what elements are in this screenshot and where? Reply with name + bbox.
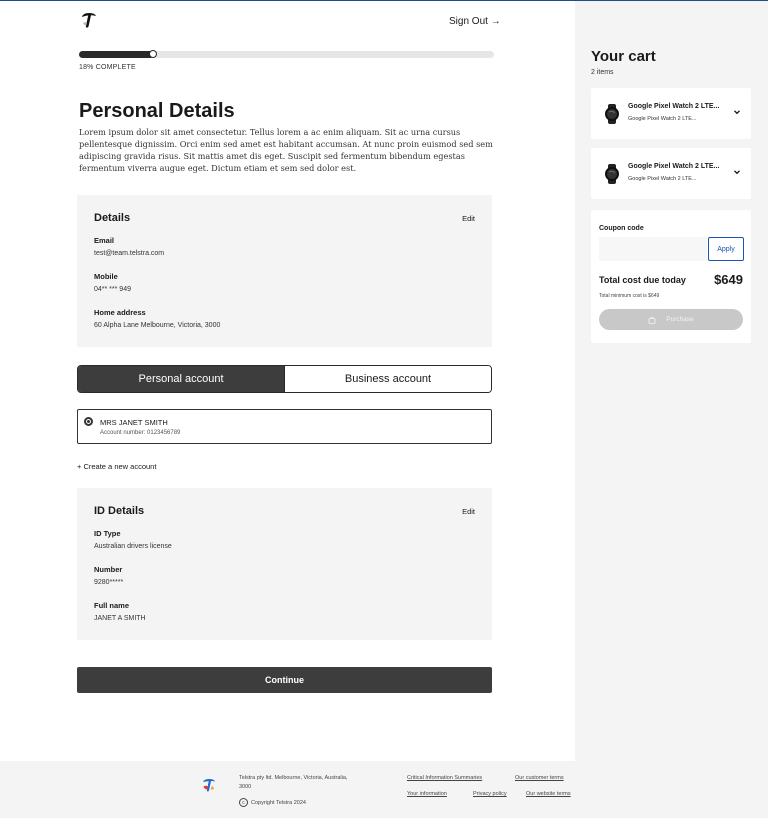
personal-account-tab[interactable]: Personal account [78, 366, 284, 392]
cart-item-name: Google Pixel Watch 2 LTE... [628, 103, 720, 110]
details-panel [77, 195, 492, 347]
id-type-label: ID Type [94, 529, 121, 538]
order-summary [591, 210, 751, 343]
watch-icon [603, 164, 621, 184]
id-type-value: Australian drivers license [94, 543, 172, 550]
account-number: Account number: 0123456789 [100, 430, 181, 436]
footer-link-website-terms[interactable]: Our website terms [526, 791, 571, 797]
id-number-value: 9280***** [94, 579, 124, 586]
chevron-down-icon[interactable] [733, 108, 741, 116]
purchase-label: Purchase [666, 316, 694, 323]
footer [0, 761, 768, 818]
coupon-input[interactable] [599, 237, 707, 261]
progress-bar [79, 51, 494, 58]
id-details-panel [77, 488, 492, 640]
details-edit-link[interactable]: Edit [462, 214, 475, 223]
create-account-link[interactable]: + Create a new account [77, 462, 157, 471]
total-value: $649 [714, 272, 743, 287]
copyright-text: Copyright Telstra 2024 [251, 799, 306, 806]
email-value: test@team.telstra.com [94, 250, 165, 257]
address-label: Home address [94, 308, 146, 317]
sign-out-link[interactable]: Sign Out → [449, 16, 501, 27]
page-title: Personal Details [79, 100, 235, 122]
id-details-edit-link[interactable]: Edit [462, 507, 475, 516]
purchase-button[interactable] [599, 309, 743, 330]
continue-button[interactable]: Continue [77, 667, 492, 693]
bag-icon [648, 316, 656, 324]
footer-copyright [239, 798, 306, 807]
id-details-title: ID Details [94, 505, 145, 517]
minimum-cost: Total minimum cost is $649 [599, 293, 660, 299]
cart-sidebar [575, 1, 768, 761]
progress-knob [149, 50, 157, 58]
mobile-value: 04** *** 949 [94, 286, 131, 293]
account-name: MRS JANET SMITH [100, 418, 168, 427]
total-label: Total cost due today [599, 275, 686, 285]
telstra-logo [80, 11, 98, 29]
footer-address: Telstra pty ltd. Melbourne, Victoria, Australia, 3000 [239, 775, 348, 790]
telstra-logo [202, 778, 216, 793]
progress-fill [79, 51, 154, 58]
cart-item-subtitle: Google Pixel Watch 2 LTE... [628, 116, 697, 122]
intro-text: Lorem ipsum dolor sit amet consectetur. Tellus lorem a ac enim aliquam. Sit ac urna cursus pellentesque dignissim. Orci enim sed amet est habitant accumsan. At nunc proin euismod sed sem adipiscing gravida risus. Sit mattis amet dis eget. Suscipit sed fermentum bibendum egestas fermentum viverra augue eget. Dictum etiam et sem sed dolor est. [79, 127, 493, 173]
watch-icon [603, 104, 621, 124]
account-option[interactable] [77, 409, 492, 444]
account-radio[interactable] [84, 417, 93, 426]
copyright-icon: c [239, 798, 248, 807]
full-name-label: Full name [94, 601, 130, 610]
mobile-label: Mobile [94, 272, 118, 281]
cart-item[interactable] [591, 148, 751, 199]
email-label: Email [94, 236, 115, 245]
id-number-label: Number [94, 565, 123, 574]
business-account-tab[interactable]: Business account [284, 366, 491, 392]
cart-item[interactable] [591, 88, 751, 139]
footer-link-your-information[interactable]: Your information [407, 791, 447, 797]
cart-title: Your cart [591, 48, 656, 65]
coupon-label: Coupon code [599, 225, 644, 232]
progress-label: 18% COMPLETE [79, 64, 136, 71]
address-value: 60 Alpha Lane Melbourne, Victoria, 3000 [94, 322, 221, 329]
details-title: Details [94, 212, 131, 224]
cart-item-subtitle: Google Pixel Watch 2 LTE... [628, 176, 697, 182]
footer-link-customer-terms[interactable]: Our customer terms [515, 775, 564, 781]
footer-link-critical-info[interactable]: Critical Information Summaries [407, 775, 483, 781]
apply-coupon-button[interactable]: Apply [708, 237, 744, 261]
main-column [0, 1, 575, 761]
account-type-toggle [77, 365, 492, 393]
footer-link-privacy-policy[interactable]: Privacy policy [473, 791, 507, 797]
full-name-value: JANET A SMITH [94, 615, 146, 622]
cart-count: 2 items [591, 69, 614, 76]
cart-item-name: Google Pixel Watch 2 LTE... [628, 163, 720, 170]
chevron-down-icon[interactable] [733, 168, 741, 176]
